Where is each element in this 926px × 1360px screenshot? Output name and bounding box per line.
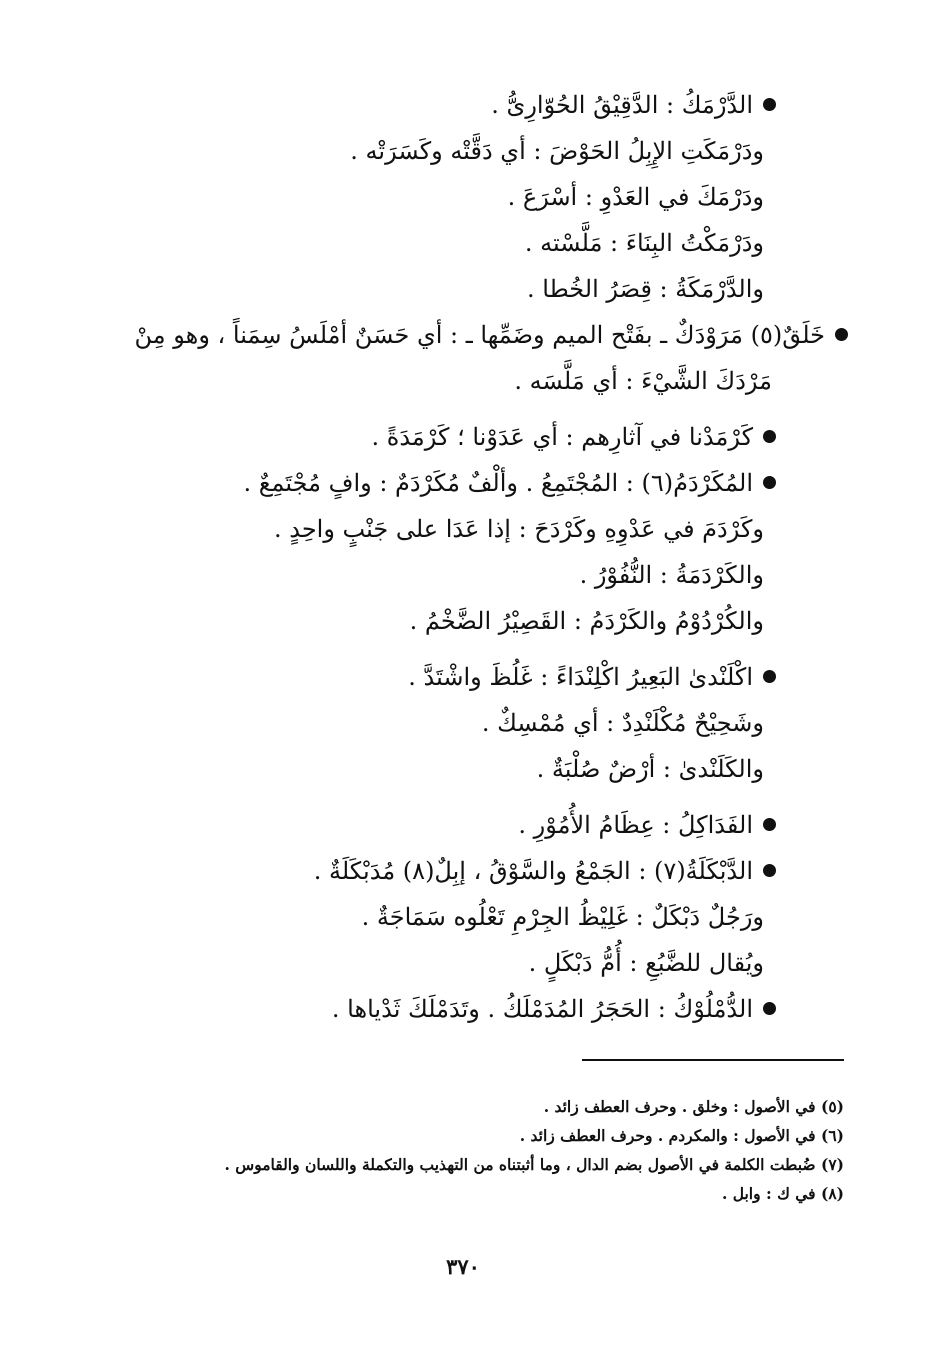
entry-line xyxy=(86,358,776,404)
entry-text: والكَرْدَمَةُ : النُّفُوْرُ . xyxy=(579,561,764,589)
entry-headword-line xyxy=(86,848,776,894)
entry-line xyxy=(86,746,776,792)
entry-text: الدُّمْلُوْكُ : الحَجَرُ المُدَمْلَكُ . وتَدَمْلَكَ ثَدْياها . xyxy=(331,995,753,1023)
entry-text: ورَجُلٌ دَبْكَلٌ : غَلِيْظُ الجِرْمِ تَعْلُوه سَمَاجَةٌ . xyxy=(361,903,764,931)
entry-text: الفَدَاكِلُ : عِظَامُ الأُمُوْرِ . xyxy=(518,811,753,839)
entry-headword-line xyxy=(86,654,776,700)
entry-text: والدَّرْمَكَةُ : قِصَرُ الخُطا . xyxy=(527,275,764,303)
entry-text: اكْلَنْدىٰ البَعِيرُ اكْلِنْدَاءً : غَلُظَ واشْتَدَّ . xyxy=(408,663,753,691)
footnote: (٨) في ك : وابل . xyxy=(721,1184,844,1203)
entry-line xyxy=(86,598,776,644)
entry-headword-line xyxy=(86,312,848,358)
footnote-divider xyxy=(582,1059,844,1061)
entry-line xyxy=(86,128,776,174)
entry-headword-line xyxy=(86,802,776,848)
entry-line xyxy=(86,506,776,552)
entry-text: ودَرْمَكْتُ البِنَاءَ : مَلَّسْته . xyxy=(524,229,764,257)
footnote: (٦) في الأصول : والمكردم . وحرف العطف زائد . xyxy=(519,1126,844,1145)
bullet-icon xyxy=(835,328,848,341)
entry-line xyxy=(86,894,776,940)
entry-text: الدَّبْكَلَةُ(٧) : الجَمْعُ والسَّوْقُ ، إبِلٌ(٨) مُدَبْكَلَةٌ . xyxy=(313,857,753,885)
entry-text: ودَرْمَكَ في العَدْوِ : أسْرَعَ . xyxy=(507,183,764,211)
entry-text: مَرْدَكَ الشَّيْءَ : أي مَلَّسَه . xyxy=(514,367,772,395)
entry-headword-line xyxy=(86,460,776,506)
entry-text: ويُقال للضَّبُعِ : أُمُّ دَبْكَلٍ . xyxy=(528,949,764,977)
entry-text: وشَحِيْحٌ مُكْلَنْدِدٌ : أي مُمْسِكٌ . xyxy=(481,709,764,737)
page-number: ٣٧٠ xyxy=(446,1254,480,1279)
footnote: (٥) في الأصول : وخلق . وحرف العطف زائد . xyxy=(543,1097,844,1116)
entry-text: والكَلَنْدىٰ : أرْضٌ صُلْبَةٌ . xyxy=(536,755,764,783)
bullet-icon xyxy=(763,476,776,489)
entry-line xyxy=(86,174,776,220)
bullet-icon xyxy=(763,430,776,443)
entry-line xyxy=(86,552,776,598)
entry-text: وكَرْدَمَ في عَدْوِهِ وكَرْدَحَ : إذا عَدَا على جَنْبٍ واحِدٍ . xyxy=(273,515,764,543)
entry-line xyxy=(86,700,776,746)
entry-text: الدَّرْمَكُ : الدَّقِيْقُ الحُوّارِىُّ . xyxy=(491,91,753,119)
entry-headword-line xyxy=(86,986,776,1032)
entry-headword-line xyxy=(86,82,776,128)
entry-line xyxy=(86,940,776,986)
footnotes xyxy=(84,1092,844,1208)
entry-headword-line xyxy=(86,414,776,460)
bullet-icon xyxy=(763,818,776,831)
entry-line xyxy=(86,266,776,312)
bullet-icon xyxy=(763,670,776,683)
dictionary-entries xyxy=(86,82,825,1032)
entry-text: المُكَرْدَمُ(٦) : المُجْتَمِعُ . وألْفٌ مُكَرْدَمٌ : وافٍ مُجْتَمِعٌ . xyxy=(243,469,753,497)
bullet-icon xyxy=(763,98,776,111)
bullet-icon xyxy=(763,1002,776,1015)
entry-text: كَرْمَدْنا في آثارِهم : أي عَدَوْنا ؛ كَرْمَدَةً . xyxy=(371,423,753,451)
entry-text: ودَرْمَكَتِ الإِبِلُ الحَوْضَ : أي دَقَّتْه وكَسَرَتْه . xyxy=(350,137,764,165)
entry-line xyxy=(86,220,776,266)
bullet-icon xyxy=(763,864,776,877)
entry-text: خَلَقٌ(٥) مَرَوْدَكٌ ـ بفَتْح الميم وضَمِّها ـ : أي حَسَنٌ أمْلَسُ سِمَناً ، وهو مِنْ xyxy=(134,321,825,349)
footnote: (٧) ضُبطت الكلمة في الأصول بضم الدال ، وما أثبتناه من التهذيب والتكملة واللسان والقاموس . xyxy=(224,1155,844,1174)
entry-text: والكُرْدُوْمُ والكَرْدَمُ : القَصِيْرُ الضَّخْمُ . xyxy=(409,607,764,635)
